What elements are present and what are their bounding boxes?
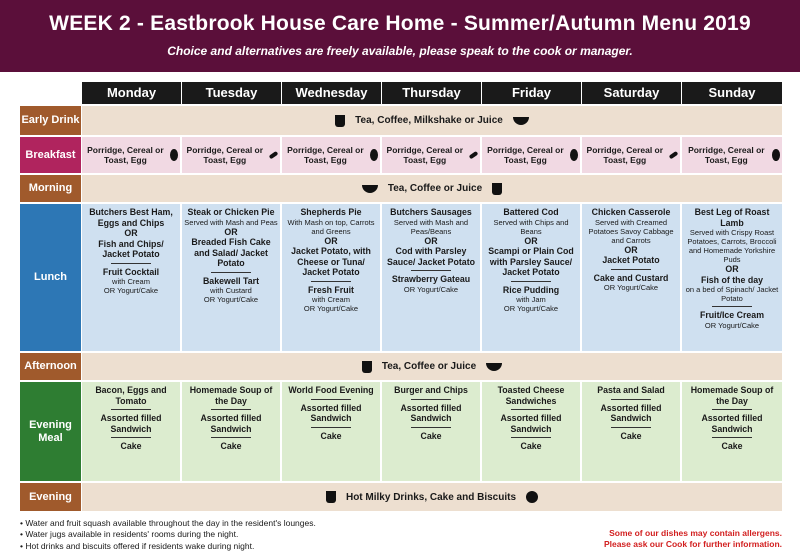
divider: [411, 427, 451, 428]
cup-icon: [362, 361, 372, 373]
menu-item-text: Butchers Sausages: [390, 207, 472, 217]
spoon-icon: [170, 149, 178, 161]
menu-item-text: Bakewell Tart: [202, 275, 260, 286]
menu-item-text: Cake: [420, 430, 442, 441]
menu-item-text: with Cream: [112, 277, 150, 287]
spoon-icon: [370, 149, 378, 161]
menu-header: [0, 0, 800, 72]
evening-meal-thursday: [382, 382, 482, 481]
cup-icon: [492, 183, 502, 195]
lunch-friday: [482, 204, 582, 351]
morning-text: Tea, Coffee or Juice: [387, 183, 483, 194]
or-label: OR: [524, 235, 538, 246]
menu-item-text: OR Yogurt/Cake: [603, 283, 659, 293]
footer-note: • Water and fruit squash available throughout the day in the resident's lounges.: [20, 518, 316, 529]
divider: [611, 427, 651, 428]
days-header: [82, 82, 782, 104]
menu-item-text: Rice Pudding: [502, 284, 560, 295]
divider: [211, 437, 251, 438]
menu-item-text: Best Leg of Roast Lamb: [694, 207, 770, 228]
or-label: OR: [124, 228, 138, 239]
row-evening-meal: [20, 382, 782, 481]
menu-item-text: Burger and Chips: [394, 385, 468, 395]
divider: [111, 437, 151, 438]
label-afternoon: Afternoon: [20, 353, 82, 380]
day-sunday: Sunday: [682, 82, 782, 104]
menu-item-text: Chicken Casserole: [591, 207, 671, 217]
menu-item-text: OR Yogurt/Cake: [704, 320, 760, 330]
label-lunch: Lunch: [20, 204, 82, 351]
evening-meal-monday: [82, 382, 182, 481]
breakfast-cells: [82, 137, 782, 173]
divider: [311, 399, 351, 400]
evening-meal-tuesday: [182, 382, 282, 481]
divider: [611, 399, 651, 400]
menu-item-text: Shepherds Pie: [300, 207, 362, 217]
spoon-icon: [468, 151, 478, 160]
spoon-icon: [772, 149, 780, 161]
label-evening-meal: Evening Meal: [20, 382, 82, 481]
afternoon-span: [82, 353, 782, 380]
early-drink-text: Tea, Coffee, Milkshake or Juice: [355, 115, 503, 126]
teapot-icon: [513, 117, 529, 125]
label-early-drink: Early Drink: [20, 106, 82, 135]
evening-span: [82, 483, 782, 511]
or-label: OR: [324, 235, 338, 246]
menu-item-text: Fresh Fruit: [308, 284, 354, 295]
evening-meal-sunday: [682, 382, 782, 481]
divider: [211, 409, 251, 410]
menu-item-text: Served with Chips and Beans: [493, 217, 569, 236]
footer-note: • Water jugs available in residents' rooms during the night.: [20, 529, 316, 540]
menu-item-text: Fruit/Ice Cream: [699, 310, 765, 321]
divider: [511, 281, 551, 282]
menu-item-text: with Cream: [312, 295, 350, 305]
menu-item-text: Jacket Potato: [502, 267, 560, 278]
menu-item-text: Served with Mash and Peas: [184, 217, 278, 227]
menu-item-text: OR Yogurt/Cake: [203, 295, 259, 305]
allergy-notice: [604, 528, 782, 551]
menu-item-text: Pasta and Salad: [597, 385, 665, 395]
divider: [712, 306, 752, 307]
row-early-drink: [20, 106, 782, 135]
or-label: OR: [424, 235, 438, 246]
menu-item-text: Homemade Soup of the Day: [189, 385, 273, 406]
menu-item-text: OR Yogurt/Cake: [103, 286, 159, 296]
menu-item-text: Cake and Custard: [593, 272, 669, 283]
evening-meal-saturday: [582, 382, 682, 481]
menu-item-text: Jacket Potato, with Cheese or Tuna/ Jacket Potato: [291, 246, 371, 278]
menu-item-text: Assorted filled Sandwich: [600, 402, 662, 424]
lunch-thursday: [382, 204, 482, 351]
divider: [311, 427, 351, 428]
menu-item-text: Breaded Fish Cake and Salad/ Jacket Potato: [191, 237, 271, 269]
afternoon-text: Tea, Coffee or Juice: [381, 361, 477, 372]
spoon-icon: [268, 151, 278, 160]
menu-item-text: Served with Creamed Potatoes Savoy Cabbage and Carrots: [588, 217, 674, 245]
divider: [712, 409, 752, 410]
footer-notes: [20, 518, 316, 552]
menu-item-text: With Mash on top, Carrots and Greens: [287, 217, 375, 236]
biscuit-icon: [526, 491, 538, 503]
menu-item-text: OR Yogurt/Cake: [303, 304, 359, 314]
divider: [311, 281, 351, 282]
breakfast-text: Porridge, Cereal or Toast, Egg: [386, 144, 464, 165]
divider: [111, 263, 151, 264]
breakfast-saturday: [582, 137, 682, 173]
lunch-monday: [82, 204, 182, 351]
menu-item-text: with Jam: [516, 295, 546, 305]
day-thursday: Thursday: [382, 82, 482, 104]
menu-item-text: Strawberry Gateau: [391, 274, 471, 285]
row-evening: [20, 483, 782, 511]
spoon-icon: [668, 151, 678, 160]
spoon-icon: [570, 149, 578, 161]
menu-item-text: Steak or Chicken Pie: [187, 207, 275, 217]
menu-item-text: Scampi or Plain Cod with Parsley Sauce/: [488, 246, 574, 267]
teapot-icon: [486, 363, 502, 371]
row-lunch: [20, 204, 782, 351]
breakfast-sunday: [682, 137, 782, 173]
day-friday: Friday: [482, 82, 582, 104]
footer-note: • Hot drinks and biscuits offered if residents wake during night.: [20, 541, 316, 552]
menu-item-text: Fish of the day: [700, 274, 764, 285]
day-wednesday: Wednesday: [282, 82, 382, 104]
menu-item-text: Fish and Chips/ Jacket Potato: [98, 238, 164, 260]
label-evening: Evening: [20, 483, 82, 511]
label-breakfast: Breakfast: [20, 137, 82, 173]
allergy-line-1: Some of our dishes may contain allergens.: [609, 528, 782, 538]
menu-item-text: Toasted Cheese Sandwiches: [497, 385, 565, 406]
menu-item-text: Homemade Soup of the Day: [690, 385, 774, 406]
menu-item-text: Fruit Cocktail: [102, 266, 160, 277]
divider: [211, 272, 251, 273]
menu-item-text: Served with Crispy Roast Potatoes, Carrots, Broccoli and Homemade Yorkshire Puds: [687, 228, 777, 265]
breakfast-text: Porridge, Cereal or Toast, Egg: [87, 144, 164, 165]
divider: [712, 437, 752, 438]
cup-icon: [326, 491, 336, 503]
menu-item-text: Assorted filled Sandwich: [701, 413, 763, 434]
breakfast-text: Porridge, Cereal or Toast, Egg: [688, 144, 765, 165]
breakfast-monday: [82, 137, 182, 173]
lunch-sunday: [682, 204, 782, 351]
menu-item-text: Cake: [220, 441, 242, 452]
menu-item-text: Jacket Potato: [602, 255, 660, 266]
allergy-line-2: Please ask our Cook for further information.: [603, 539, 782, 550]
menu-grid: [20, 82, 782, 511]
breakfast-text: Porridge, Cereal or Toast, Egg: [186, 144, 264, 165]
cup-icon: [335, 115, 345, 127]
evening-text: Hot Milky Drinks, Cake and Biscuits: [345, 491, 517, 503]
or-label: OR: [624, 244, 638, 255]
lunch-tuesday: [182, 204, 282, 351]
breakfast-text: Porridge, Cereal or Toast, Egg: [287, 144, 364, 165]
teapot-icon: [362, 185, 378, 193]
menu-item-text: Assorted filled Sandwich: [100, 413, 162, 434]
row-breakfast: [20, 137, 782, 173]
menu-item-text: Cake: [620, 430, 642, 441]
divider: [411, 399, 451, 400]
menu-item-text: OR Yogurt/Cake: [403, 284, 459, 294]
or-label: OR: [725, 264, 739, 275]
evening-meal-wednesday: [282, 382, 382, 481]
evening-meal-friday: [482, 382, 582, 481]
lunch-wednesday: [282, 204, 382, 351]
menu-item-text: Assorted filled Sandwich: [300, 402, 362, 424]
breakfast-friday: [482, 137, 582, 173]
breakfast-text: Porridge, Cereal or Toast, Egg: [487, 144, 564, 165]
menu-item-text: Cake: [520, 441, 542, 452]
menu-item-text: Cod with Parsley Sauce/ Jacket Potato: [386, 246, 475, 267]
menu-item-text: Bacon, Eggs and Tomato: [95, 385, 167, 406]
divider: [511, 437, 551, 438]
lunch-cells: [82, 204, 782, 351]
breakfast-thursday: [382, 137, 482, 173]
menu-item-text: Cake: [320, 430, 342, 441]
evening-meal-cells: [82, 382, 782, 481]
day-monday: Monday: [82, 82, 182, 104]
or-label: OR: [224, 226, 238, 237]
menu-item-text: Cake: [721, 441, 743, 452]
menu-item-text: Butchers Best Ham, Eggs and Chips: [89, 207, 173, 228]
day-tuesday: Tuesday: [182, 82, 282, 104]
breakfast-text: Porridge, Cereal or Toast, Egg: [586, 144, 664, 165]
menu-item-text: OR Yogurt/Cake: [503, 304, 559, 314]
menu-item-text: Cake: [120, 441, 142, 452]
divider: [111, 409, 151, 410]
divider: [511, 409, 551, 410]
row-afternoon: [20, 353, 782, 380]
menu-item-text: Assorted filled Sandwich: [200, 413, 262, 434]
divider: [611, 269, 651, 270]
morning-span: [82, 175, 782, 202]
lunch-saturday: [582, 204, 682, 351]
page-title: WEEK 2 - Eastbrook House Care Home - Summer/Autumn Menu 2019: [49, 12, 751, 35]
menu-item-text: with Custard: [210, 286, 252, 296]
label-morning: Morning: [20, 175, 82, 202]
early-drink-span: [82, 106, 782, 135]
row-morning: [20, 175, 782, 202]
menu-item-text: Battered Cod: [503, 207, 559, 217]
divider: [411, 270, 451, 271]
breakfast-wednesday: [282, 137, 382, 173]
day-saturday: Saturday: [582, 82, 682, 104]
page-subtitle: Choice and alternatives are freely available, please speak to the cook or manager.: [167, 44, 633, 58]
breakfast-tuesday: [182, 137, 282, 173]
menu-item-text: Assorted filled Sandwich: [500, 413, 562, 434]
menu-item-text: on a bed of Spinach/ Jacket Potato: [685, 285, 779, 304]
menu-item-text: World Food Evening: [288, 385, 374, 395]
menu-item-text: Served with Mash and Peas/Beans: [393, 217, 469, 236]
menu-item-text: Assorted filled Sandwich: [400, 402, 462, 424]
